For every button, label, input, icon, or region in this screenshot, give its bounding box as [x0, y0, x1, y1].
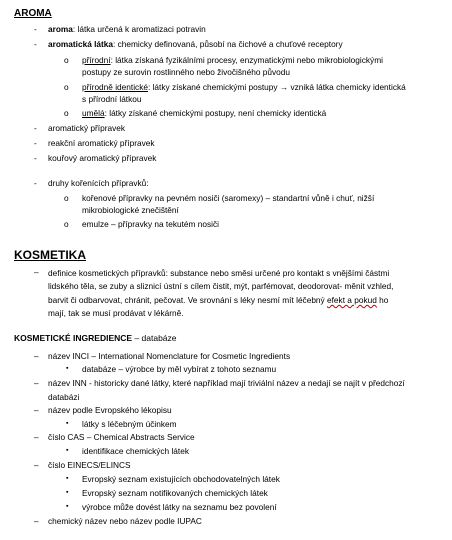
aroma-sub-1-cont: postupy ze surovin rostlinného nebo živočišného původu [82, 67, 291, 77]
kosmetika-definition-line-4: mají, tak se musí prodávat v lékárně. [48, 308, 184, 318]
ingredience-item-4: název podle Evropského lékopisu [48, 405, 172, 415]
aroma-sub-1: přírodní: látka získaná fyzikálními procesy, enzymatickými nebo mikrobiologickými [82, 55, 383, 65]
aroma-item-3: aromatický přípravek [48, 123, 126, 133]
heading-kosmetika: KOSMETIKA [14, 248, 86, 262]
dash-marker: - [34, 178, 37, 188]
endash-marker: – [34, 378, 39, 388]
aroma-item-4: reakční aromatický přípravek [48, 138, 155, 148]
ingredience-item-10: Evropský seznam notifikovaných chemických látek [82, 488, 268, 498]
ingredience-item-1: název INCI – International Nomenclature for Cosmetic Ingredients [48, 351, 291, 361]
dash-marker: - [34, 123, 37, 133]
heading-ingredience: KOSMETICKÉ INGREDIENCE – databáze [14, 333, 177, 343]
endash-marker: – [34, 432, 39, 442]
dash-marker: - [34, 24, 37, 34]
endash-marker: – [34, 267, 39, 277]
square-bullet-marker: ▪ [66, 503, 69, 510]
ingredience-item-2: databáze – výrobce by měl vybírat z tohoto seznamu [82, 364, 277, 374]
circle-marker: o [64, 219, 69, 229]
circle-marker: o [64, 108, 69, 118]
aroma-item-5: kouřový aromatický přípravek [48, 153, 157, 163]
square-bullet-marker: ▪ [66, 420, 69, 427]
dash-marker: - [34, 138, 37, 148]
kosmetika-definition-line-1: definice kosmetických přípravků: substance nebo směsi určené pro kontakt s vnějšími částmi [48, 268, 390, 278]
square-bullet-marker: ▪ [66, 447, 69, 454]
ingredience-item-5: látky s léčebným účinkem [82, 419, 177, 429]
ingredience-item-8: číslo EINECS/ELINCS [48, 460, 131, 470]
ingredience-item-9: Evropský seznam existujících obchodovatelných látek [82, 474, 280, 484]
aroma-sub-2: přírodně identické: látky získané chemickými postupy → vzniká látka chemicky identická [82, 82, 406, 92]
kosmetika-definition-line-3: barvit či odbarvovat, chránit, pečovat. Ve srovnání s léky nesmí mít léčebný efekt a pokud ho [48, 295, 389, 305]
aroma-item-1: aroma: látka určená k aromatizaci potravin [48, 24, 206, 34]
circle-marker: o [64, 55, 69, 65]
dash-marker: - [34, 153, 37, 163]
aroma-item-2: aromatická látka: chemicky definovaná, působí na čichové a chuťové receptory [48, 39, 343, 49]
ingredience-item-11: výrobce může dovést látky na seznamu bez povolení [82, 502, 277, 512]
ingredience-item-3: název INN - historicky dané látky, které například mají triviální název a nedají se najít v předchozí [48, 378, 405, 388]
aroma-sub-4-cont: mikrobiologické znečištění [82, 205, 179, 215]
square-bullet-marker: ▪ [66, 475, 69, 482]
endash-marker: – [34, 516, 39, 526]
aroma-item-6: druhy kořenících přípravků: [48, 178, 149, 188]
ingredience-item-3-cont: databázi [48, 392, 80, 402]
aroma-sub-5: emulze – přípravky na tekutém nosiči [82, 219, 219, 229]
endash-marker: – [34, 405, 39, 415]
endash-marker: – [34, 351, 39, 361]
circle-marker: o [64, 82, 69, 92]
circle-marker: o [64, 193, 69, 203]
aroma-sub-2-cont: s přírodní látkou [82, 94, 142, 104]
ingredience-item-6: číslo CAS – Chemical Abstracts Service [48, 432, 195, 442]
square-bullet-marker: ▪ [66, 365, 69, 372]
ingredience-item-7: identifikace chemických látek [82, 446, 189, 456]
aroma-sub-3: umělá: látky získané chemickými postupy, není chemicky identická [82, 108, 327, 118]
endash-marker: – [34, 460, 39, 470]
aroma-sub-4: kořenové přípravky na pevném nosiči (saromexy) – standartní vůně i chuť, nižší [82, 193, 375, 203]
square-bullet-marker: ▪ [66, 489, 69, 496]
dash-marker: - [34, 39, 37, 49]
kosmetika-definition-line-2: lidského těla, se zuby a sliznicí ústní s cílem čistit, mýt, parfémovat, deodorovat- měnit vzhled, [48, 281, 394, 291]
heading-aroma: AROMA [14, 8, 52, 19]
ingredience-item-12: chemický název nebo název podle IUPAC [48, 516, 202, 526]
